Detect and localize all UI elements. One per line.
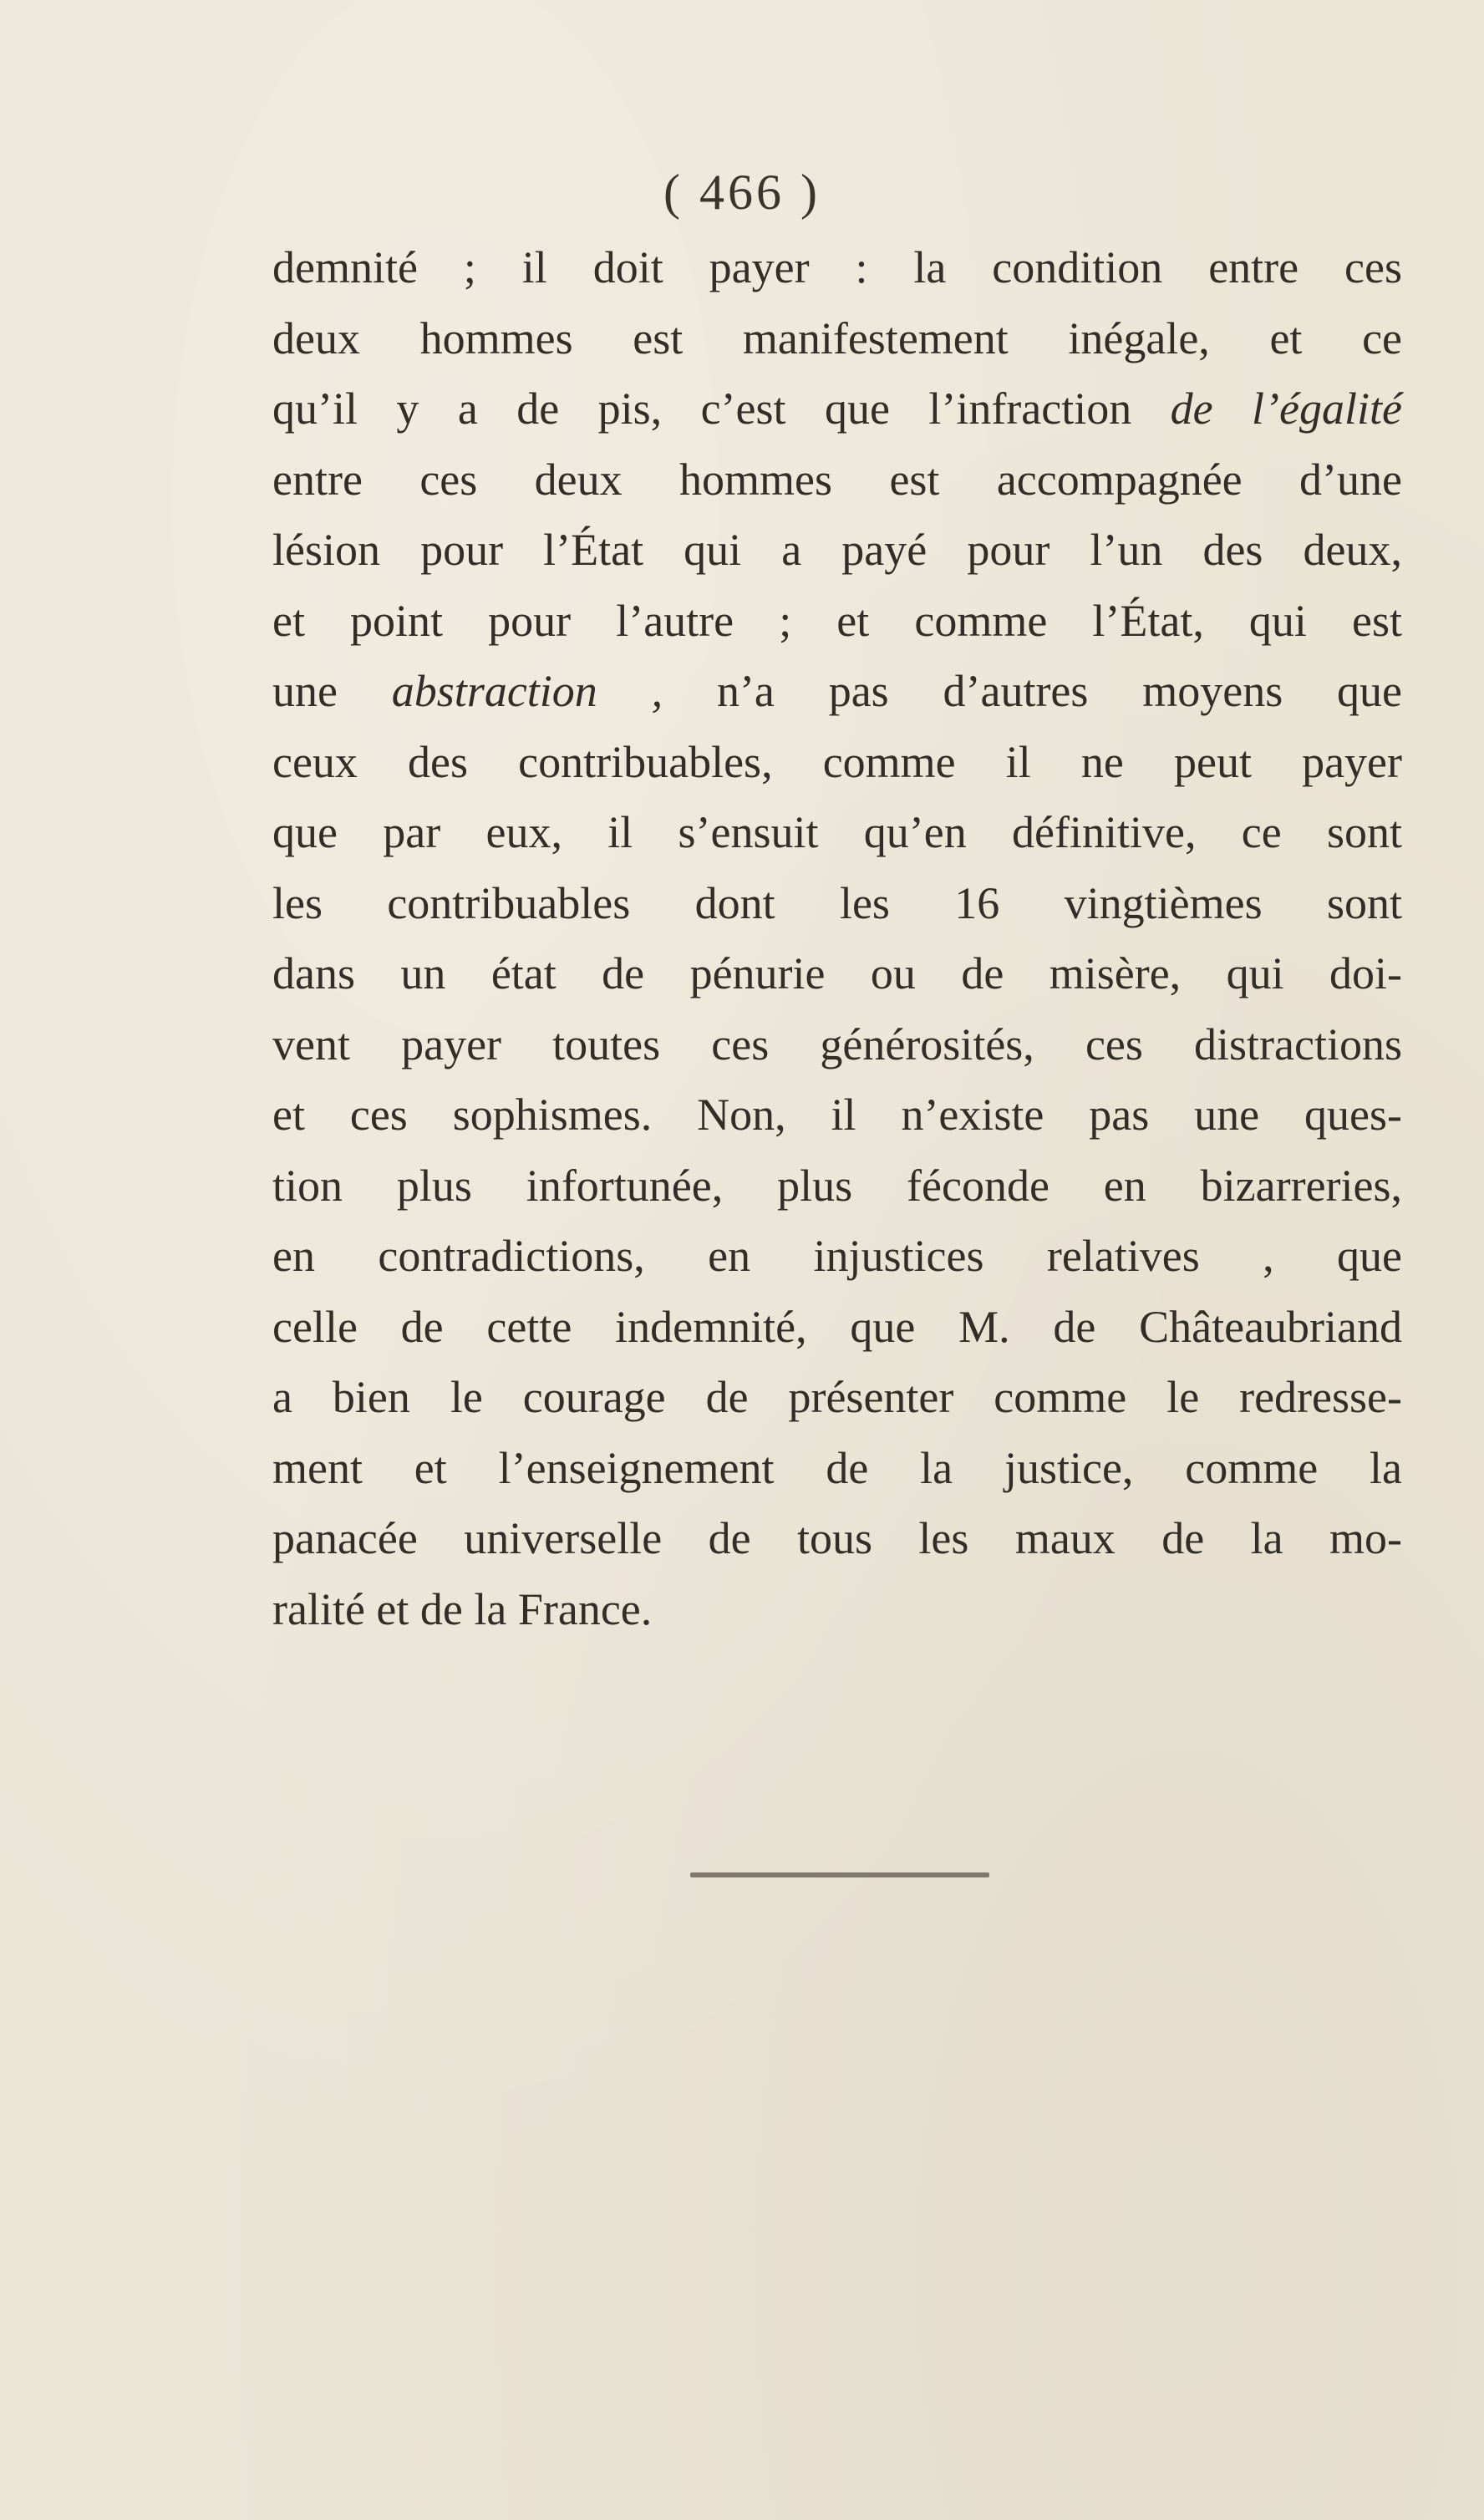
text-line-5: lésion pour l’État qui a payé pour l’un des deux, bbox=[272, 525, 1402, 575]
page-number: ( 466 ) bbox=[663, 165, 821, 220]
body-text bbox=[272, 232, 1402, 1644]
text-line-3 bbox=[272, 373, 1402, 445]
italic-word-abstraction: abstraction , bbox=[391, 666, 663, 716]
text-line-10: les contribuables dont les 16 vingtièmes sont bbox=[272, 877, 1402, 928]
text-line-11: dans un état de pénurie ou de misère, qui doi- bbox=[272, 948, 1402, 998]
text-line-7 bbox=[272, 656, 1402, 727]
text-line-17: a bien le courage de présenter comme le redresse- bbox=[272, 1372, 1402, 1422]
text-line-7-end: n’a pas d’autres moyens que bbox=[663, 666, 1403, 716]
text-line-13: et ces sophismes. Non, il n’existe pas une ques- bbox=[272, 1090, 1402, 1140]
text-line-6: et point pour l’autre ; et comme l’État, qui est bbox=[272, 595, 1402, 646]
text-line-19: panacée universelle de tous les maux de la mo- bbox=[272, 1513, 1402, 1563]
text-line-2: deux hommes est manifestement inégale, et ce bbox=[272, 312, 1402, 363]
text-line-8: ceux des contribuables, comme il ne peut payer bbox=[272, 736, 1402, 787]
text-line-9: que par eux, il s’ensuit qu’en définitive, ce sont bbox=[272, 807, 1402, 857]
section-end-rule bbox=[690, 1872, 989, 1877]
text-line-1: demnité ; il doit payer : la condition entre ces bbox=[272, 242, 1402, 292]
text-line-7-start: une bbox=[272, 666, 392, 716]
italic-phrase-egalite: de l’égalité bbox=[1170, 384, 1402, 434]
text-line-14: tion plus infortunée, plus féconde en bizarreries, bbox=[272, 1160, 1402, 1211]
text-line-18: ment et l’enseignement de la justice, comme la bbox=[272, 1442, 1402, 1493]
text-line-16: celle de cette indemnité, que M. de Châteaubriand bbox=[272, 1301, 1402, 1352]
text-line-12: vent payer toutes ces générosités, ces distractions bbox=[272, 1019, 1402, 1069]
text-line-4: entre ces deux hommes est accompagnée d’une bbox=[272, 454, 1402, 505]
text-line-20: ralité et de la France. bbox=[272, 1583, 653, 1634]
text-line-15: en contradictions, en injustices relatives , que bbox=[272, 1231, 1402, 1281]
text-line-3-start: qu’il y a de pis, c’est que l’infraction bbox=[272, 384, 1171, 434]
